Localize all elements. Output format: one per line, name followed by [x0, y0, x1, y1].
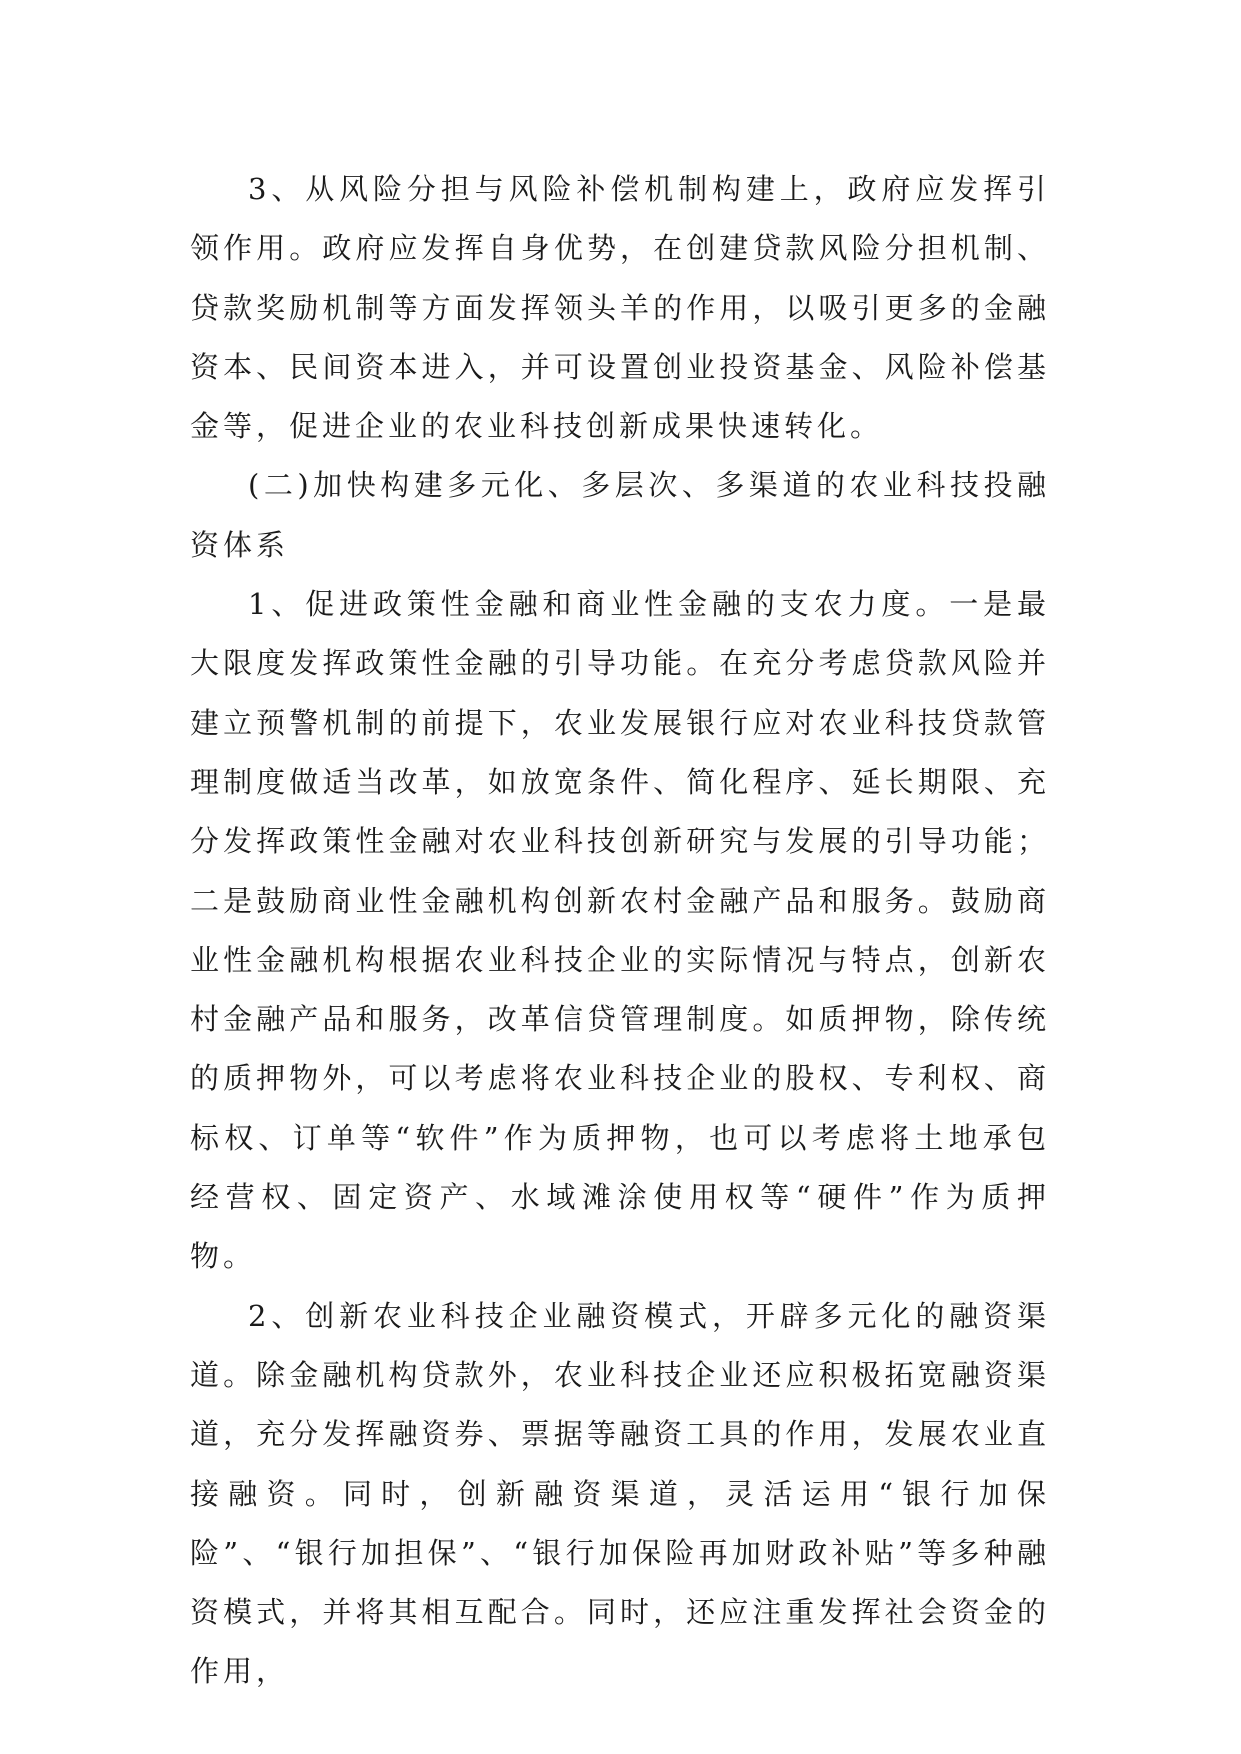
paragraph-policy-commercial-finance: 1、促进政策性金融和商业性金融的支农力度。一是最大限度发挥政策性金融的引导功能。在充分考虑贷款风险并建立预警机制的前提下，农业发展银行应对农业科技贷款管理制度做适当改革，如放宽条件、简化程序、延长期限、充分发挥政策性金融对农业科技创新研究与发展的引导功能；二是鼓励商业性金融机构创新农村金融产品和服务。鼓励商业性金融机构根据农业科技企业的实际情况与特点，创新农村金融产品和服务，改革信贷管理制度。如质押物，除传统的质押物外，可以考虑将农业科技企业的股权、专利权、商标权、订单等“软件”作为质押物，也可以考虑将土地承包经营权、固定资产、水域滩涂使用权等“硬件”作为质押物。	[190, 587, 1050, 1274]
paragraph-financing-models: 2、创新农业科技企业融资模式，开辟多元化的融资渠道。除金融机构贷款外，农业科技企业还应积极拓宽融资渠道，充分发挥融资券、票据等融资工具的作用，发展农业直接融资。同时，创新融资渠道，灵活运用“银行加保险”、“银行加担保”、“银行加保险再加财政补贴”等多种融资模式，并将其相互配合。同时，还应注重发挥社会资金的作用，	[190, 1298, 1050, 1689]
paragraph-risk-sharing: 3、从风险分担与风险补偿机制构建上，政府应发挥引领作用。政府应发挥自身优势，在创建贷款风险分担机制、贷款奖励机制等方面发挥领头羊的作用，以吸引更多的金融资本、民间资本进入，并可设置创业投资基金、风险补偿基金等，促进企业的农业科技创新成果快速转化。	[190, 172, 1050, 444]
document-body	[190, 160, 1050, 1702]
section-heading-financing-system: (二)加快构建多元化、多层次、多渠道的农业科技投融资体系	[190, 468, 1050, 562]
